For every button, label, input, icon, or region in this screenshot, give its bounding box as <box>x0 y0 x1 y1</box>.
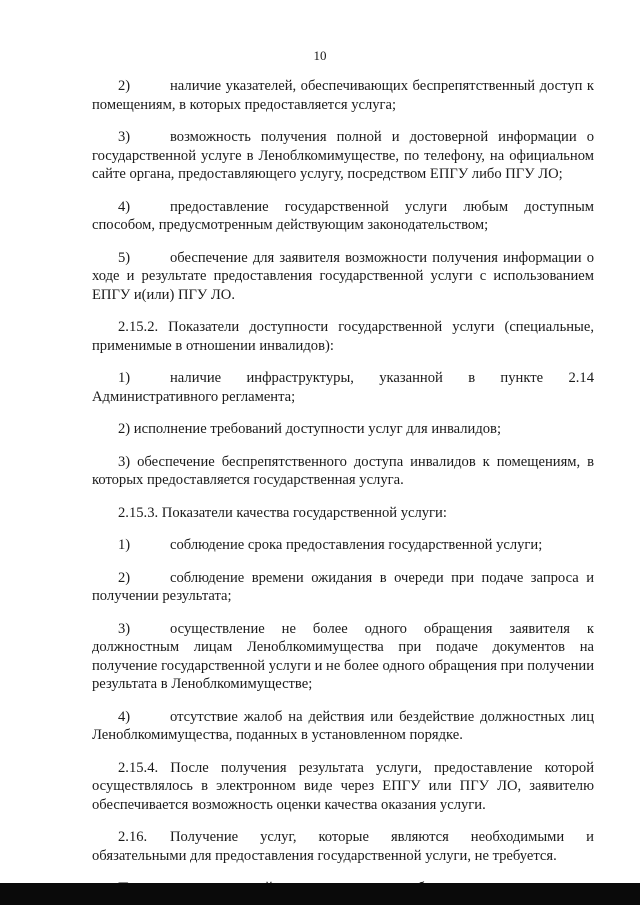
scan-bottom-edge <box>0 883 640 905</box>
paragraph-accessibility-2: 2) исполнение требований доступности услуг для инвалидов; <box>118 421 502 437</box>
paragraph-text: обеспечение для заявителя возможности получения информации о ходе и результате предоставления государственной услуги с использованием ЕПГУ и(или) ПГУ ЛО. <box>92 249 594 303</box>
item-number: 1) <box>118 370 131 386</box>
item-number: 2) <box>118 78 131 94</box>
paragraph-accessibility-3: 3) обеспечение беспрепятственного доступа инвалидов к помещениям, в которых предоставляется государственная услуга. <box>92 453 594 488</box>
paragraph-text: соблюдение времени ожидания в очереди при подаче запроса и получении результата; <box>92 569 594 604</box>
paragraph-item-4 <box>92 198 594 235</box>
item-number: 3) <box>118 620 131 637</box>
paragraph-quality-3 <box>92 620 594 694</box>
paragraph-quality-1 <box>92 536 594 555</box>
item-number: 5) <box>118 249 131 266</box>
paragraph-item-5 <box>92 249 594 305</box>
paragraph-2-15-2: 2.15.2. Показатели доступности государственной услуги (специальные, применимые в отношении инвалидов): <box>92 319 594 354</box>
document-body <box>92 77 594 912</box>
paragraph-text: соблюдение срока предоставления государственной услуги; <box>170 537 543 553</box>
paragraph-item-2 <box>92 77 594 114</box>
paragraph-quality-4 <box>92 708 594 745</box>
paragraph-accessibility-1 <box>92 369 594 406</box>
paragraph-text: Получение услуг, которые являются необходимыми и обязательными для предоставления государственной услуги, не требуется. <box>92 829 594 864</box>
paragraph-text: возможность получения полной и достоверной информации о государственной услуге в Леноблкомимуществе, по телефону, на официальном сайте органа, предоставляющего услугу, посредством ЕПГУ либо ПГУ ЛО; <box>92 129 594 182</box>
paragraph-2-15-4: 2.15.4. После получения результата услуги, предоставление которой осуществлялось в электронном виде через ЕПГУ или ПГУ ЛО, заявителю обеспечивается возможность оценки качества оказания услуги. <box>92 759 594 813</box>
section-number: 2.16. <box>118 829 148 845</box>
page-number: 10 <box>313 48 327 63</box>
paragraph-2-16 <box>92 828 594 865</box>
paragraph-quality-2 <box>92 569 594 606</box>
item-number: 3) <box>118 129 131 145</box>
paragraph-text: осуществление не более одного обращения заявителя к должностным лицам Леноблкомимущества при подаче документов на получение государственной услуги и не более одного обращения при получении результата в Леноблкомимуществе; <box>92 620 594 692</box>
item-number: 1) <box>118 537 131 553</box>
paragraph-2-15-3: 2.15.3. Показатели качества государственной услуги: <box>118 504 447 521</box>
paragraph-text: отсутствие жалоб на действия или бездействие должностных лиц Леноблкомимущества, поданных в установленном порядке. <box>92 708 594 743</box>
paragraph-text: наличие инфраструктуры, указанной в пункте 2.14 Административного регламента; <box>92 370 594 405</box>
item-number: 4) <box>118 708 131 725</box>
paragraph-item-3 <box>92 128 594 184</box>
item-number: 2) <box>118 569 131 586</box>
paragraph-text: наличие указателей, обеспечивающих беспрепятственный доступ к помещениям, в которых предоставляется услуга; <box>92 78 594 113</box>
item-number: 4) <box>118 198 131 215</box>
paragraph-text: предоставление государственной услуги любым доступным способом, предусмотренным действующим законодательством; <box>92 198 594 233</box>
